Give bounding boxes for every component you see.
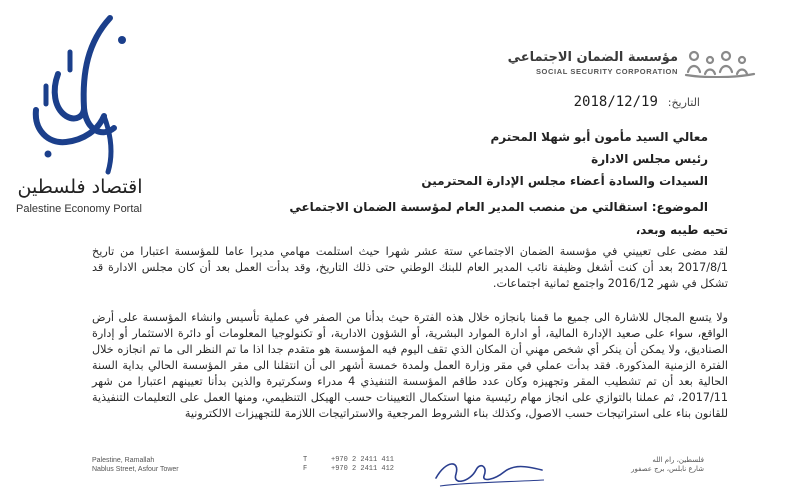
portal-name-ar: اقتصاد فلسطين <box>17 176 143 198</box>
letterhead <box>436 48 756 82</box>
family-figures-logo-icon <box>684 48 756 78</box>
letter-body <box>88 90 728 450</box>
paragraph-2: ولا يتسع المجال للاشارة الى جميع ما قمنا بانجازه خلال هذه الفترة حيث بدأنا من الصفر في عملية تأسيس وانشاء المؤسسة على أرض الواقع، سواء على صعيد الإدارة المالية، أو ادارة الموارد البشرية، أو الشؤون الادارية، أو تكنولوجيا المعلومات أو دائرة الاستثمار أو إدارة الصناديق، ولا يمكن أن ينكر أي شخص مهني أن المكان الذي تقف اليوم فيه المؤسسة هو متقدم جدا اذا ما تم النظر الى ما تم انجازه خلال الفترة الزمنية المذكورة. فقد بدأت عملي في مقر وزارة العمل ولمدة خمسة أشهر الى أن انتقلنا الى مقر المؤسسة الحالي بداية السنة الحالية بعد أن تم تشطيب المقر وتجهيزه وكان عدد طاقم المؤسسة التنفيذي 4 مدراء وسكرتيرة والذين بدأنا تعيينهم اعتبارا من شهر 2017/11، ثم عملنا بالتوازي على انجاز مهام رئيسية منها استكمال التعيينات حسب الهيكل التنظيمي، ومنها العمل على التعليمات التنفيذية للقانون بناء على استراتيجات حسب الاصول، وكذلك بناء الشروط المرجعية والاستراتيجات اللازمة للتجهيزات الالكترونية <box>92 311 728 420</box>
date-value: 2018/12/19 <box>573 94 658 110</box>
footer-address-en-line-1: Palestine, Ramallah <box>92 457 155 464</box>
addressee-line-3: السيدات والسادة أعضاء مجلس الإدارة المحترمين <box>421 174 708 188</box>
paragraph-1: لقد مضى على تعييني في مؤسسة الضمان الاجتماعي ستة عشر شهرا حيث استلمت مهامي مديرا عاما للمؤسسة اعتبارا من تاريخ 2017/8/1 بعد أن كنت أشغل وظيفة نائب المدير العام للبنك الوطني حتى ذلك التاريخ، وقد بدأت العمل بعد أن كان مجلس الادارة قد تشكل في شهر 2016/12 واجتمع ثمانية اجتماعات. <box>92 245 728 290</box>
phone-label: T <box>303 456 308 464</box>
date-label: التاريخ: <box>667 96 700 109</box>
addressee-line-1: معالي السيد مأمون أبو شهلا المحترم <box>490 130 708 144</box>
footer-address-en-line-2: Nablus Street, Asfour Tower <box>92 466 179 473</box>
portal-name-en: Palestine Economy Portal <box>16 203 142 215</box>
footer-address-ar-line-2: شارع نابلس، برج عصفور <box>631 465 704 473</box>
letter-greeting: تحيه طيبه وبعد، <box>635 223 728 237</box>
footer-address-ar-line-1: فلسطين، رام الله <box>652 456 704 464</box>
fax-value: +970 2 2411 412 <box>331 465 395 473</box>
footer-address-ar <box>631 456 704 474</box>
footer-contact <box>303 456 394 474</box>
fax-label: F <box>303 465 308 473</box>
addressee-line-2: رئيس مجلس الادارة <box>591 152 708 166</box>
footer-address-en <box>92 456 179 474</box>
org-name-en: SOCIAL SECURITY CORPORATION <box>535 67 678 76</box>
signature-icon <box>430 452 550 492</box>
letter-subject: الموضوع: استقالتي من منصب المدير العام لمؤسسة الضمان الاجتماعي <box>289 200 708 214</box>
letter-footer <box>0 452 800 500</box>
org-name-ar: مؤسسة الضمان الاجتماعي <box>507 50 678 65</box>
date-row <box>574 94 700 110</box>
phone-value: +970 2 2411 411 <box>331 456 395 464</box>
